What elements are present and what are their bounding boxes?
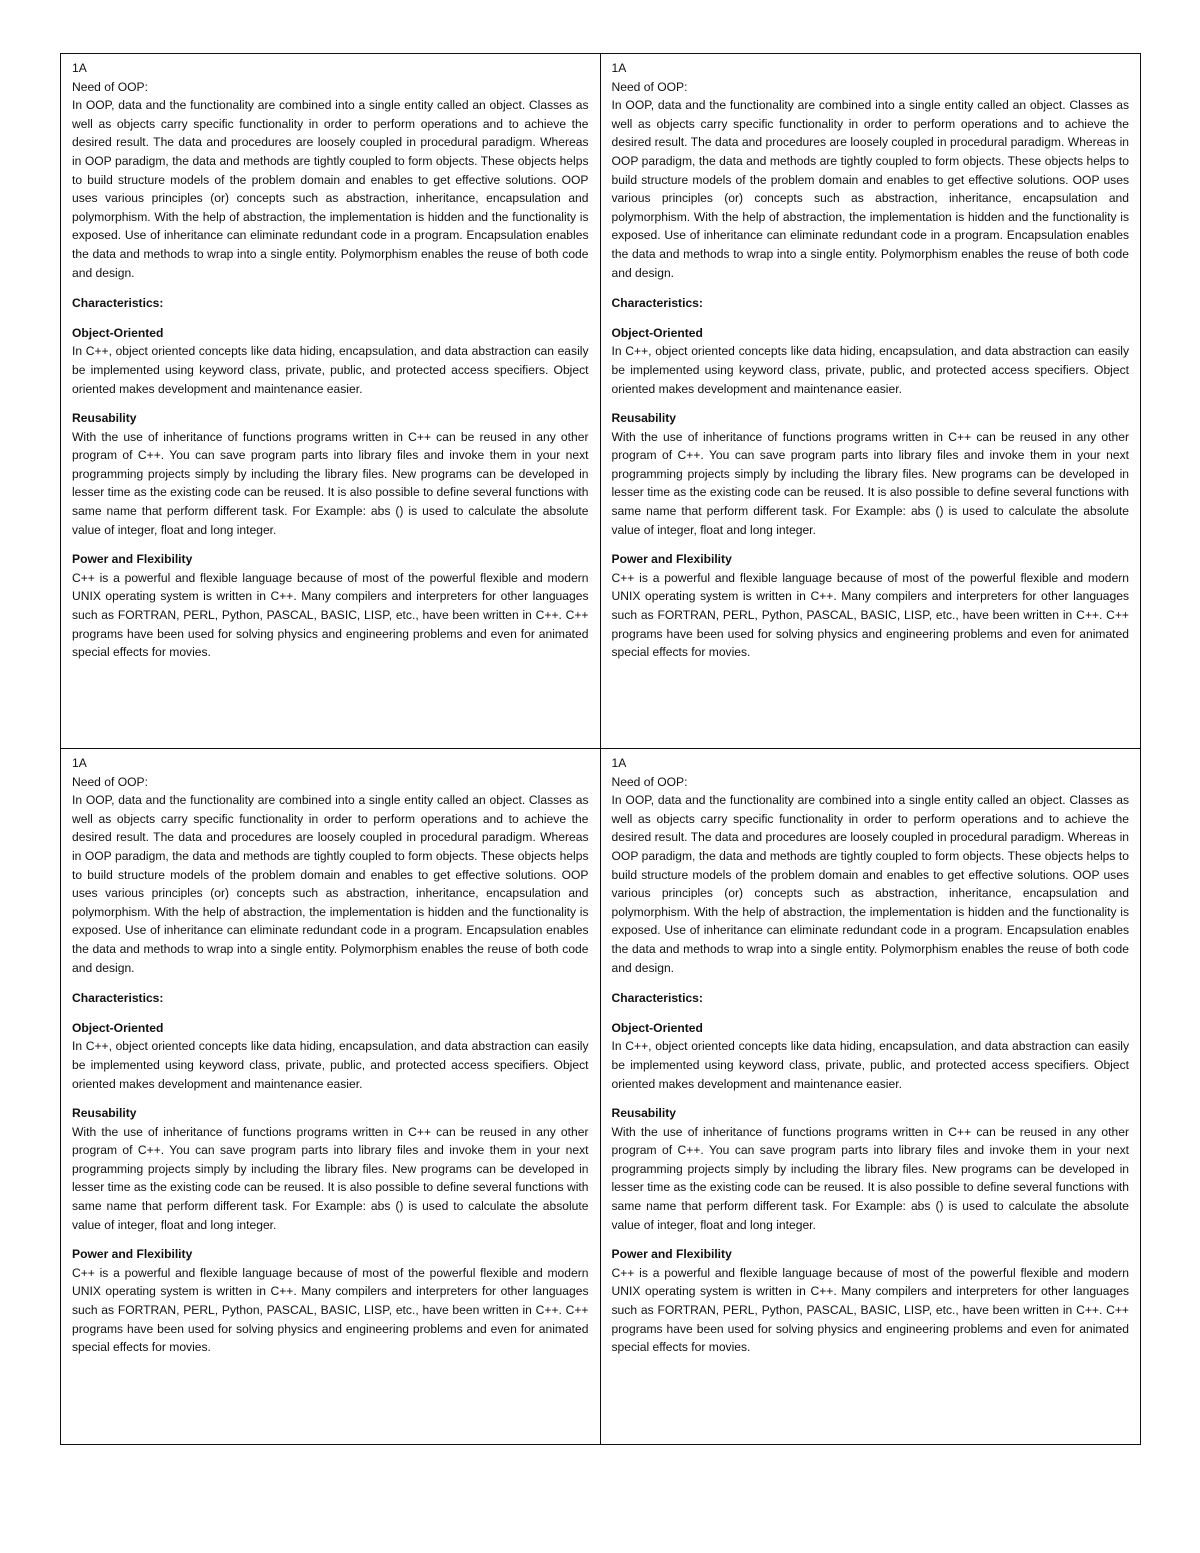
- need-of-oop-text: In OOP, data and the functionality are combined into a single entity called an object. Classes as well as objects carry specific functionality in order to perform operations and to achieve the desired result. The data and procedures are loosely coupled in procedural paradigm. Whereas in OOP paradigm, the data and methods are tightly coupled to form objects. These objects helps to build structure models of the problem domain and enables to get effective solutions. OOP uses various principles (or) concepts such as abstraction, inheritance, encapsulation and polymorphism. With the help of abstraction, the implementation is hidden and the functionality is exposed. Use of inheritance can eliminate redundant code in a program. Encapsulation enables the data and methods to wrap into a single entity. Polymorphism enables the reuse of both code and design.: [611, 98, 1129, 280]
- card-bottom-left: [61, 749, 601, 1444]
- characteristics-title: Characteristics:: [611, 296, 703, 311]
- card-top-left: [61, 54, 601, 749]
- card-number: 1A: [611, 61, 627, 75]
- section-text-reusability: With the use of inheritance of functions programs written in C++ can be reused in any other program of C++. You can save program parts into library files and invoke them in your next programming projects simply by including the library files. New programs can be developed in lesser time as the existing code can be reused. It is also possible to define several functions with same name that perform different task. For Example: abs () is used to calculate the absolute value of integer, float and long integer.: [611, 1124, 1129, 1232]
- section-text-object-oriented: In C++, object oriented concepts like data hiding, encapsulation, and data abstraction can easily be implemented using keyword class, private, public, and protected access specifiers. Object oriented makes development and maintenance easier.: [611, 1039, 1129, 1091]
- need-of-oop-title: Need of OOP:: [72, 774, 148, 789]
- section-text-power-flexibility: C++ is a powerful and flexible language because of most of the powerful flexible and modern UNIX operating system is written in C++. Many compilers and interpreters for other languages such as FORTRAN, PERL, Python, PASCAL, BASIC, LISP, etc., have been written in C++. C++ programs have been used for solving physics and engineering problems and even for animated special effects for movies.: [72, 570, 589, 660]
- section-text-object-oriented: In C++, object oriented concepts like data hiding, encapsulation, and data abstraction can easily be implemented using keyword class, private, public, and protected access specifiers. Object oriented makes development and maintenance easier.: [72, 1039, 589, 1091]
- section-text-reusability: With the use of inheritance of functions programs written in C++ can be reused in any other program of C++. You can save program parts into library files and invoke them in your next programming projects simply by including the library files. New programs can be developed in lesser time as the existing code can be reused. It is also possible to define several functions with same name that perform different task. For Example: abs () is used to calculate the absolute value of integer, float and long integer.: [611, 429, 1129, 537]
- need-of-oop-title: Need of OOP:: [611, 79, 688, 94]
- section-title-object-oriented: Object-Oriented: [72, 325, 164, 340]
- card-number: 1A: [611, 756, 627, 770]
- section-text-power-flexibility: C++ is a powerful and flexible language because of most of the powerful flexible and modern UNIX operating system is written in C++. Many compilers and interpreters for other languages such as FORTRAN, PERL, Python, PASCAL, BASIC, LISP, etc., have been written in C++. C++ programs have been used for solving physics and engineering problems and even for animated special effects for movies.: [72, 1265, 589, 1355]
- need-of-oop-title: Need of OOP:: [72, 79, 148, 94]
- need-of-oop-title: Need of OOP:: [611, 774, 688, 789]
- section-title-power-flexibility: Power and Flexibility: [72, 552, 193, 567]
- section-text-power-flexibility: C++ is a powerful and flexible language because of most of the powerful flexible and modern UNIX operating system is written in C++. Many compilers and interpreters for other languages such as FORTRAN, PERL, Python, PASCAL, BASIC, LISP, etc., have been written in C++. C++ programs have been used for solving physics and engineering problems and even for animated special effects for movies.: [611, 1265, 1129, 1355]
- section-title-reusability: Reusability: [611, 1106, 677, 1121]
- section-title-reusability: Reusability: [72, 1106, 137, 1121]
- card-number: 1A: [72, 756, 87, 770]
- section-title-object-oriented: Object-Oriented: [611, 1020, 703, 1035]
- section-title-object-oriented: Object-Oriented: [611, 325, 703, 340]
- section-title-reusability: Reusability: [72, 411, 137, 426]
- section-title-reusability: Reusability: [611, 411, 677, 426]
- card-top-right: [601, 54, 1141, 749]
- section-text-reusability: With the use of inheritance of functions programs written in C++ can be reused in any other program of C++. You can save program parts into library files and invoke them in your next programming projects simply by including the library files. New programs can be developed in lesser time as the existing code can be reused. It is also possible to define several functions with same name that perform different task. For Example: abs () is used to calculate the absolute value of integer, float and long integer.: [72, 1124, 589, 1232]
- need-of-oop-text: In OOP, data and the functionality are combined into a single entity called an object. Classes as well as objects carry specific functionality in order to perform operations and to achieve the desired result. The data and procedures are loosely coupled in procedural paradigm. Whereas in OOP paradigm, the data and methods are tightly coupled to form objects. These objects helps to build structure models of the problem domain and enables to get effective solutions. OOP uses various principles (or) concepts such as abstraction, inheritance, encapsulation and polymorphism. With the help of abstraction, the implementation is hidden and the functionality is exposed. Use of inheritance can eliminate redundant code in a program. Encapsulation enables the data and methods to wrap into a single entity. Polymorphism enables the reuse of both code and design.: [72, 98, 589, 280]
- study-card-grid: [60, 53, 1141, 1445]
- characteristics-title: Characteristics:: [611, 991, 703, 1006]
- section-title-power-flexibility: Power and Flexibility: [611, 1247, 732, 1262]
- section-text-reusability: With the use of inheritance of functions programs written in C++ can be reused in any other program of C++. You can save program parts into library files and invoke them in your next programming projects simply by including the library files. New programs can be developed in lesser time as the existing code can be reused. It is also possible to define several functions with same name that perform different task. For Example: abs () is used to calculate the absolute value of integer, float and long integer.: [72, 429, 589, 537]
- section-title-object-oriented: Object-Oriented: [72, 1020, 164, 1035]
- need-of-oop-text: In OOP, data and the functionality are combined into a single entity called an object. Classes as well as objects carry specific functionality in order to perform operations and to achieve the desired result. The data and procedures are loosely coupled in procedural paradigm. Whereas in OOP paradigm, the data and methods are tightly coupled to form objects. These objects helps to build structure models of the problem domain and enables to get effective solutions. OOP uses various principles (or) concepts such as abstraction, inheritance, encapsulation and polymorphism. With the help of abstraction, the implementation is hidden and the functionality is exposed. Use of inheritance can eliminate redundant code in a program. Encapsulation enables the data and methods to wrap into a single entity. Polymorphism enables the reuse of both code and design.: [611, 793, 1129, 975]
- section-text-object-oriented: In C++, object oriented concepts like data hiding, encapsulation, and data abstraction can easily be implemented using keyword class, private, public, and protected access specifiers. Object oriented makes development and maintenance easier.: [72, 344, 589, 396]
- section-title-power-flexibility: Power and Flexibility: [611, 552, 732, 567]
- section-text-object-oriented: In C++, object oriented concepts like data hiding, encapsulation, and data abstraction can easily be implemented using keyword class, private, public, and protected access specifiers. Object oriented makes development and maintenance easier.: [611, 344, 1129, 396]
- section-text-power-flexibility: C++ is a powerful and flexible language because of most of the powerful flexible and modern UNIX operating system is written in C++. Many compilers and interpreters for other languages such as FORTRAN, PERL, Python, PASCAL, BASIC, LISP, etc., have been written in C++. C++ programs have been used for solving physics and engineering problems and even for animated special effects for movies.: [611, 570, 1129, 660]
- card-bottom-right: [601, 749, 1141, 1444]
- characteristics-title: Characteristics:: [72, 991, 164, 1006]
- section-title-power-flexibility: Power and Flexibility: [72, 1247, 193, 1262]
- card-number: 1A: [72, 61, 87, 75]
- need-of-oop-text: In OOP, data and the functionality are combined into a single entity called an object. Classes as well as objects carry specific functionality in order to perform operations and to achieve the desired result. The data and procedures are loosely coupled in procedural paradigm. Whereas in OOP paradigm, the data and methods are tightly coupled to form objects. These objects helps to build structure models of the problem domain and enables to get effective solutions. OOP uses various principles (or) concepts such as abstraction, inheritance, encapsulation and polymorphism. With the help of abstraction, the implementation is hidden and the functionality is exposed. Use of inheritance can eliminate redundant code in a program. Encapsulation enables the data and methods to wrap into a single entity. Polymorphism enables the reuse of both code and design.: [72, 793, 589, 975]
- characteristics-title: Characteristics:: [72, 296, 164, 311]
